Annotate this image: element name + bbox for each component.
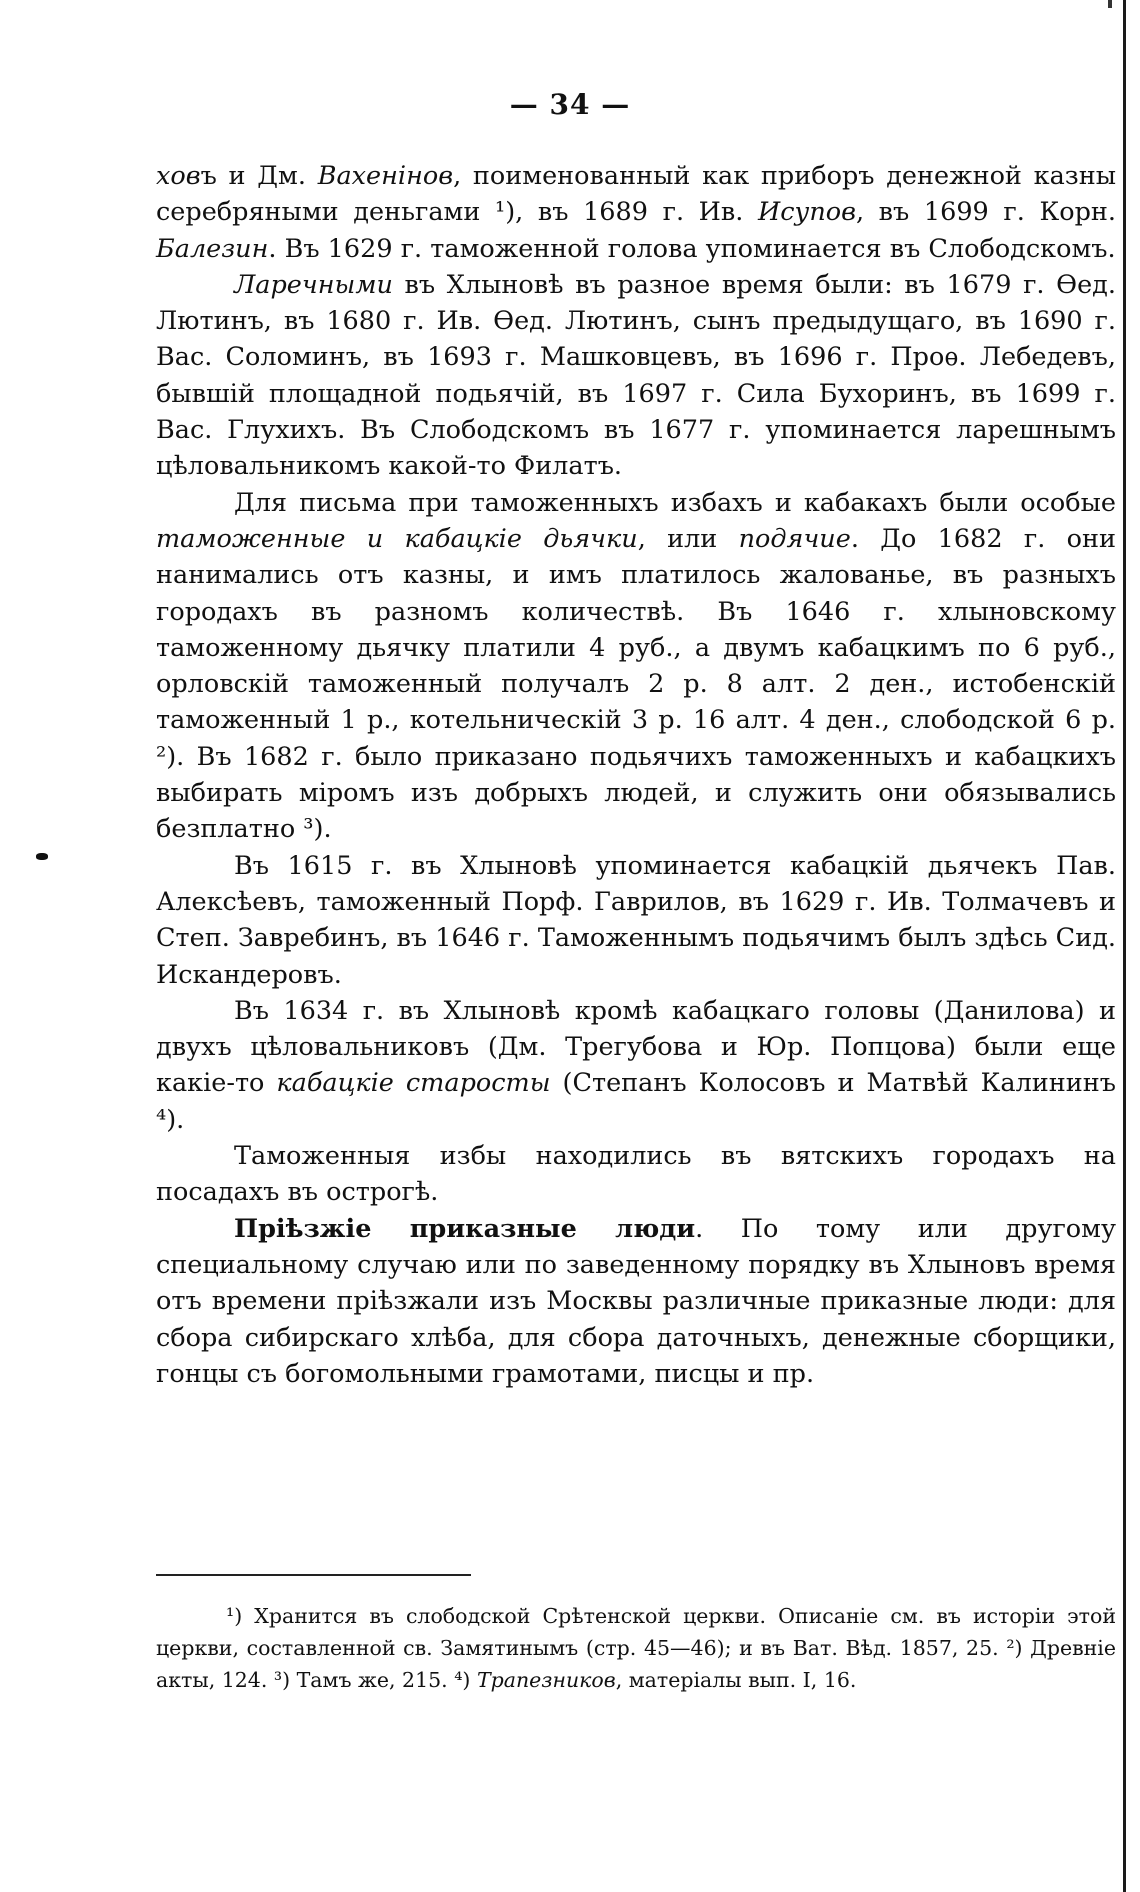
page-edge-mark xyxy=(1108,0,1112,8)
footnotes xyxy=(156,1600,1116,1696)
text-run: . Въ 1629 г. таможенной голова упоминается въ Слободскомъ. xyxy=(268,233,1116,264)
text-run: кабацкіе старосты xyxy=(276,1068,551,1099)
ink-blot xyxy=(36,853,48,860)
text-run: Таможенныя избы находились въ вятскихъ городахъ на посадахъ въ острогѣ. xyxy=(156,1141,1116,1208)
text-run: , въ 1699 г. Корн. xyxy=(855,197,1116,228)
paragraph-1615 xyxy=(156,848,1116,993)
paragraph-visiting-officials xyxy=(156,1211,1116,1392)
paragraph-prior-officials xyxy=(156,158,1116,267)
text-run: ъ и Дм. xyxy=(200,161,318,191)
body-text xyxy=(156,158,1116,1392)
text-run: (Степанъ Колосовъ и Матвѣй Калининъ ⁴). xyxy=(156,1068,1116,1135)
paragraph-larechnye xyxy=(156,267,1116,485)
page-number: — 34 — xyxy=(509,88,631,121)
text-run: Вахенінов xyxy=(317,161,454,191)
text-run: таможенные и кабацкіе дьячки xyxy=(156,523,638,554)
paragraph-1634 xyxy=(156,993,1116,1138)
text-run: Балезин xyxy=(156,233,269,264)
text-run: Пріѣзжіе приказные люди xyxy=(234,1213,696,1244)
text-run: Ларечными xyxy=(234,269,393,300)
text-run: Трапезников xyxy=(476,1668,616,1692)
text-run: подячие xyxy=(738,523,851,554)
text-run: . До 1682 г. они нанимались отъ казны, и имъ платилось жалованье, въ разныхъ городахъ въ разномъ количествѣ. Въ 1646 г. хлыновскому таможенному дьячку платили 4 руб., а двумъ кабацкимъ по 6 руб., орловскій таможенный получалъ 2 р. 8 алт. 2 ден., истобенскій таможенный 1 р., котельническій 3 р. 16 алт. 4 ден., слободской 6 р. ²). Въ 1682 г. было приказано подьячихъ таможенныхъ и кабацкихъ выбирать міромъ изъ добрыхъ людей, и служить они обязывались безплатно ³). xyxy=(156,523,1116,845)
text-run: Для письма при таможенныхъ избахъ и кабакахъ были особые xyxy=(234,487,1116,518)
text-run: , поименованный как приборъ денежной казны серебряными деньгами ¹), въ 1689 г. Ив. xyxy=(156,161,1116,228)
text-run: . По тому или другому специальному случаю или по заведенному порядку въ Хлыновъ время отъ времени пріѣзжали изъ Москвы различные приказные люди: для сбора сибирскаго хлѣба, для сбора даточныхъ, денежные сборщики, гонцы съ богомольными грамотами, писцы и пр. xyxy=(156,1213,1116,1389)
page-edge-line xyxy=(1123,0,1126,1892)
paragraph-podyachie xyxy=(156,485,1116,848)
text-run: Въ 1615 г. въ Хлыновѣ упоминается кабацкій дьячекъ Пав. Алексѣевъ, таможенный Порф. Гаврилов, въ 1629 г. Ив. Толмачевъ и Степ. Завребинъ, въ 1646 г. Таможеннымъ подьячимъ былъ здѣсь Сид. Искандеровъ. xyxy=(156,850,1116,990)
footnote-rule xyxy=(156,1574,471,1576)
text-run: хов xyxy=(156,161,201,191)
text-run: Исупов xyxy=(758,197,856,228)
text-run: ¹) Хранится въ слободской Срѣтенской церкви. Описаніе см. въ исторіи этой церкви, составленной св. Замятинымъ (стр. 45—46); и въ Ват. Вѣд. 1857, 25. ²) Древніе акты, 124. ³) Тамъ же, 215. ⁴) xyxy=(156,1604,1116,1692)
footnote-text xyxy=(156,1600,1116,1696)
text-run: , матеріалы вып. I, 16. xyxy=(615,1668,857,1692)
text-run: Въ 1634 г. въ Хлыновѣ кромѣ кабацкаго головы (Данилова) и двухъ цѣловальниковъ (Дм. Трегубова и Юр. Попцова) были еще какіе-то xyxy=(156,995,1116,1099)
paragraph-customs-houses xyxy=(156,1138,1116,1211)
text-run: , или xyxy=(637,523,739,554)
text-run: въ Хлыновѣ въ разное время были: въ 1679 г. Ѳед. Лютинъ, въ 1680 г. Ив. Ѳед. Лютинъ, сынъ предыдущаго, въ 1690 г. Вас. Соломинъ, въ 1693 г. Машковцевъ, въ 1696 г. Проѳ. Лебедевъ, бывшій площадной подьячій, въ 1697 г. Сила Бухоринъ, въ 1699 г. Вас. Глухихъ. Въ Слободскомъ въ 1677 г. упоминается ларешнымъ цѣловальникомъ какой-то Филатъ. xyxy=(156,269,1116,482)
